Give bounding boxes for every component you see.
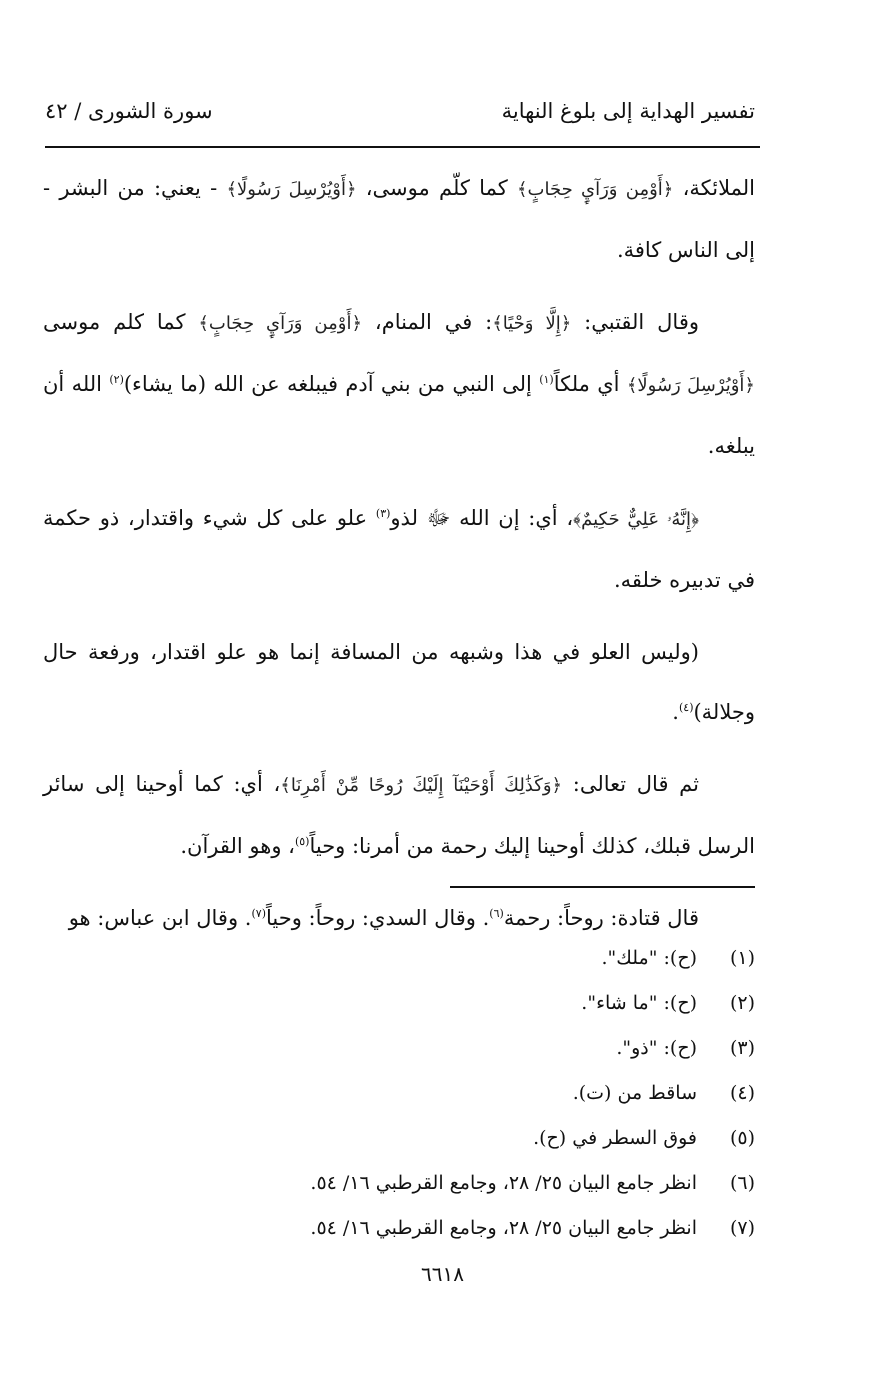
footnote-number: (٢) bbox=[729, 992, 755, 1014]
footnote-ref[interactable]: (٤) bbox=[678, 701, 694, 714]
surah-label: سورة الشورى / ٤٢ bbox=[45, 99, 213, 123]
footnote-text: انظر جامع البيان ٢٥/ ٢٨، وجامع القرطبي ١٦/ ٥٤. bbox=[310, 1217, 697, 1239]
quran-quote: ﴿أَوْيُرْسِلَ رَسُولًا﴾ bbox=[226, 179, 357, 200]
running-header bbox=[45, 96, 755, 126]
footnote-text: ساقط من (ت). bbox=[572, 1082, 697, 1104]
footnote-ref[interactable]: (٢) bbox=[109, 373, 124, 386]
footnote-item bbox=[55, 1026, 755, 1071]
footnote-item bbox=[55, 1071, 755, 1116]
paragraph-2: وقال القتبي: ﴿إِلَّا وَحْيًا﴾: في المنام، ﴿أَوْمِن وَرَآيِٕ حِجَابٍ﴾ كما كلم موسى ﴿أَوْيُرْسِلَ رَسُولًا﴾ أي ملكاً$^{(١)}$ إلى النبي من بني آدم فيبلغه عن الله (ما يشاء)$^{(٢)}$ الله أن يبلغه. bbox=[43, 310, 755, 458]
footnote-divider bbox=[450, 886, 755, 888]
footnote-ref[interactable]: (٦) bbox=[489, 907, 504, 920]
footnotes-list bbox=[55, 936, 755, 1251]
paragraph-5: ثم قال تعالى: ﴿وَكَذَٰلِكَ أَوْحَيْنَآ إِلَيْكَ رُوحًا مِّنْ أَمْرِنَا﴾، أي: كما أوحينا إلى سائر الرسل قبلك، كذلك أوحينا إليك رحمة من أمرنا: وحياً$^{(٥)}$، وهو القرآن. bbox=[43, 772, 755, 858]
main-text bbox=[43, 158, 755, 960]
quran-quote: ﴿إِنَّهُۥ عَلِيٌّ حَكِيمٌ﴾ bbox=[573, 509, 699, 530]
paragraph-1: الملائكة، ﴿أَوْمِن وَرَآيِٕ حِجَابٍ﴾ كما كلّم موسى، ﴿أَوْيُرْسِلَ رَسُولًا﴾ - يعني: من البشر - إلى الناس كافة. bbox=[43, 176, 755, 262]
quran-quote: ﴿أَوْيُرْسِلَ رَسُولًا﴾ bbox=[626, 375, 755, 396]
footnote-number: (١) bbox=[729, 947, 755, 969]
paragraph-6: قال قتادة: روحاً: رحمة$^{(٦)}$. وقال السدي: روحاً: وحياً$^{(٧)}$. وقال ابن عباس: هو bbox=[68, 906, 699, 930]
footnote-text: (ح): "ذو". bbox=[616, 1037, 697, 1059]
footnote-text: فوق السطر في (ح). bbox=[533, 1127, 697, 1149]
footnote-item bbox=[55, 981, 755, 1026]
page-number: ٦٦١٨ bbox=[421, 1262, 464, 1286]
footnote-ref[interactable]: (٥) bbox=[294, 835, 310, 848]
header-divider bbox=[45, 146, 760, 148]
paragraph-4: (وليس العلو في هذا وشبهه من المسافة إنما هو علو اقتدار، ورفعة حال وجلالة)$^{(٤)}$. bbox=[43, 640, 755, 724]
book-title: تفسير الهداية إلى بلوغ النهاية bbox=[501, 99, 755, 123]
footnote-text: (ح): "ما شاء". bbox=[581, 992, 697, 1014]
quran-quote: ﴿إِلَّا وَحْيًا﴾ bbox=[492, 313, 572, 334]
footnote-ref[interactable]: (١) bbox=[539, 373, 554, 386]
footnote-item bbox=[55, 1161, 755, 1206]
footnote-number: (٦) bbox=[729, 1172, 755, 1194]
footnote-number: (٤) bbox=[729, 1082, 755, 1104]
quran-quote: ﴿أَوْمِن وَرَآيِٕ حِجَابٍ﴾ bbox=[516, 179, 674, 200]
quran-quote: ﴿أَوْمِن وَرَآيِٕ حِجَابٍ﴾ bbox=[198, 313, 363, 334]
footnote-number: (٣) bbox=[729, 1037, 755, 1059]
footnote-item bbox=[55, 1116, 755, 1161]
footnote-number: (٥) bbox=[729, 1127, 755, 1149]
footnote-item bbox=[55, 936, 755, 981]
paragraph-3: ﴿إِنَّهُۥ عَلِيٌّ حَكِيمٌ﴾، أي: إن الله ﷻ لذو$^{(٣)}$ علو على كل شيء واقتدار، ذو حكمة في تدبيره خلقه. bbox=[43, 506, 755, 592]
footnote-text: انظر جامع البيان ٢٥/ ٢٨، وجامع القرطبي ١٦/ ٥٤. bbox=[310, 1172, 697, 1194]
footnote-ref[interactable]: (٧) bbox=[251, 907, 266, 920]
footnote-ref[interactable]: (٣) bbox=[375, 507, 391, 520]
quran-quote: ﴿وَكَذَٰلِكَ أَوْحَيْنَآ إِلَيْكَ رُوحًا مِّنْ أَمْرِنَا﴾ bbox=[280, 775, 563, 796]
footnote-item bbox=[55, 1206, 755, 1251]
footnote-text: (ح): "ملك". bbox=[601, 947, 697, 969]
footnote-number: (٧) bbox=[729, 1217, 755, 1239]
